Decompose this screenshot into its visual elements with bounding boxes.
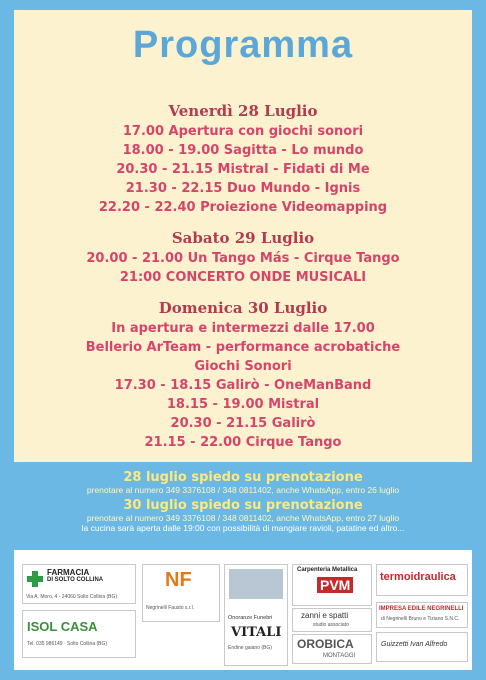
sponsor-orobica	[292, 634, 372, 664]
schedule-line: 20.30 - 21.15 Galirò	[170, 416, 316, 431]
schedule-line: 20.30 - 21.15 Mistral - Fidati di Me	[116, 162, 370, 177]
sponsor-detail: Tel. 035 986149 · Solto Collina (BG)	[27, 641, 108, 647]
schedule-line: 17.30 - 18.15 Galirò - OneManBand	[114, 378, 372, 393]
schedule-line: 18.15 - 19.00 Mistral	[166, 397, 320, 412]
schedule-line: 22.20 - 22.40 Proiezione Videomapping	[98, 200, 388, 215]
sponsor-name: termoidraulica	[380, 571, 456, 583]
schedule-line: Giochi Sonori	[194, 359, 292, 374]
schedule-line: In apertura e intermezzi dalle 17.00	[111, 321, 375, 336]
day-heading: Sabato 29 Luglio	[171, 229, 315, 247]
sponsor-name: NF	[165, 569, 192, 591]
schedule-line: 21.15 - 22.00 Cirque Tango	[144, 435, 342, 450]
program-panel	[14, 10, 472, 462]
sponsor-impresa	[376, 602, 468, 628]
spiedo-note: prenotare al numero 349 3376108 / 348 0811402, anche WhatsApp, entro 26 luglio	[86, 485, 400, 495]
sponsor-sub: studio associato	[313, 622, 349, 628]
sponsor-detail: Via A. Moro, 4 - 24060 Solto Collina (BG)	[26, 594, 118, 600]
spiedo-30	[0, 498, 486, 523]
sponsor-name: PVM	[317, 577, 353, 593]
sponsor-sub: MONTAGGI	[323, 653, 356, 659]
pharmacy-cross-icon	[27, 571, 43, 587]
sponsor-vitali	[224, 564, 288, 666]
sponsor-name: OROBICA	[297, 637, 354, 651]
spiedo-28	[0, 470, 486, 495]
sponsor-name: Guizzetti Ivan Alfredo	[381, 641, 448, 648]
sponsor-detail: Endine gaiano (BG)	[228, 645, 272, 651]
schedule-line: 21:00 CONCERTO ONDE MUSICALI	[119, 270, 367, 285]
schedule-line: 20.00 - 21.00 Un Tango Más - Cirque Tango	[86, 251, 400, 266]
spiedo-note: prenotare al numero 349 3376108 / 348 0811402, anche WhatsApp, entro 27 luglio	[86, 513, 400, 523]
schedule-line: Bellerio ArTeam - performance acrobatiche	[85, 340, 401, 355]
sponsor-name: FARMACIA	[47, 568, 90, 577]
page-title: Programma	[132, 24, 354, 66]
schedule-line: 17.00 Apertura con giochi sonori	[122, 124, 364, 139]
sponsor-sub: DI SOLTO COLLINA	[47, 577, 104, 583]
day-heading: Venerdì 28 Luglio	[168, 102, 318, 120]
spiedo-title: 28 luglio spiedo su prenotazione	[123, 470, 363, 485]
sponsor-termo	[376, 564, 468, 596]
day-block	[14, 299, 472, 452]
schedule-line: 18.00 - 19.00 Sagitta - Lo mundo	[122, 143, 364, 158]
schedule	[14, 90, 472, 452]
sponsor-name: zanni e spatti	[301, 611, 349, 620]
day-heading: Domenica 30 Luglio	[158, 299, 328, 317]
spiedo-section	[0, 470, 486, 533]
sponsor-pvm	[292, 564, 372, 606]
sponsor-name: ISOL CASA	[27, 619, 98, 634]
sponsor-zanni	[292, 608, 372, 632]
kitchen-note: la cucina sarà aperta dalle 19:00 con possibilità di mangiare ravioli, patatine ed altro...	[81, 523, 405, 533]
sponsor-sub: Carpenteria Metallica	[297, 567, 358, 573]
sponsor-isolcasa	[22, 610, 136, 658]
day-block	[14, 102, 472, 217]
day-block	[14, 229, 472, 287]
sponsor-detail: Negrinelli Fausto s.r.l.	[146, 605, 195, 611]
sponsor-name: VITALI	[231, 625, 282, 640]
spiedo-title: 30 luglio spiedo su prenotazione	[123, 498, 363, 513]
sponsor-name: IMPRESA EDILE NEGRINELLI	[379, 606, 464, 612]
sponsor-strip	[14, 550, 472, 670]
sponsor-sub: di Negrinelli Bruno e Tiziano S.N.C.	[381, 616, 460, 622]
sponsor-nf	[142, 564, 220, 622]
schedule-line: 21.30 - 22.15 Duo Mundo - Ignis	[125, 181, 361, 196]
building-photo	[229, 569, 283, 599]
sponsor-guizzetti	[376, 632, 468, 662]
sponsor-sub: Onoranze Funebri	[228, 615, 273, 621]
sponsor-farmacia	[22, 564, 136, 604]
